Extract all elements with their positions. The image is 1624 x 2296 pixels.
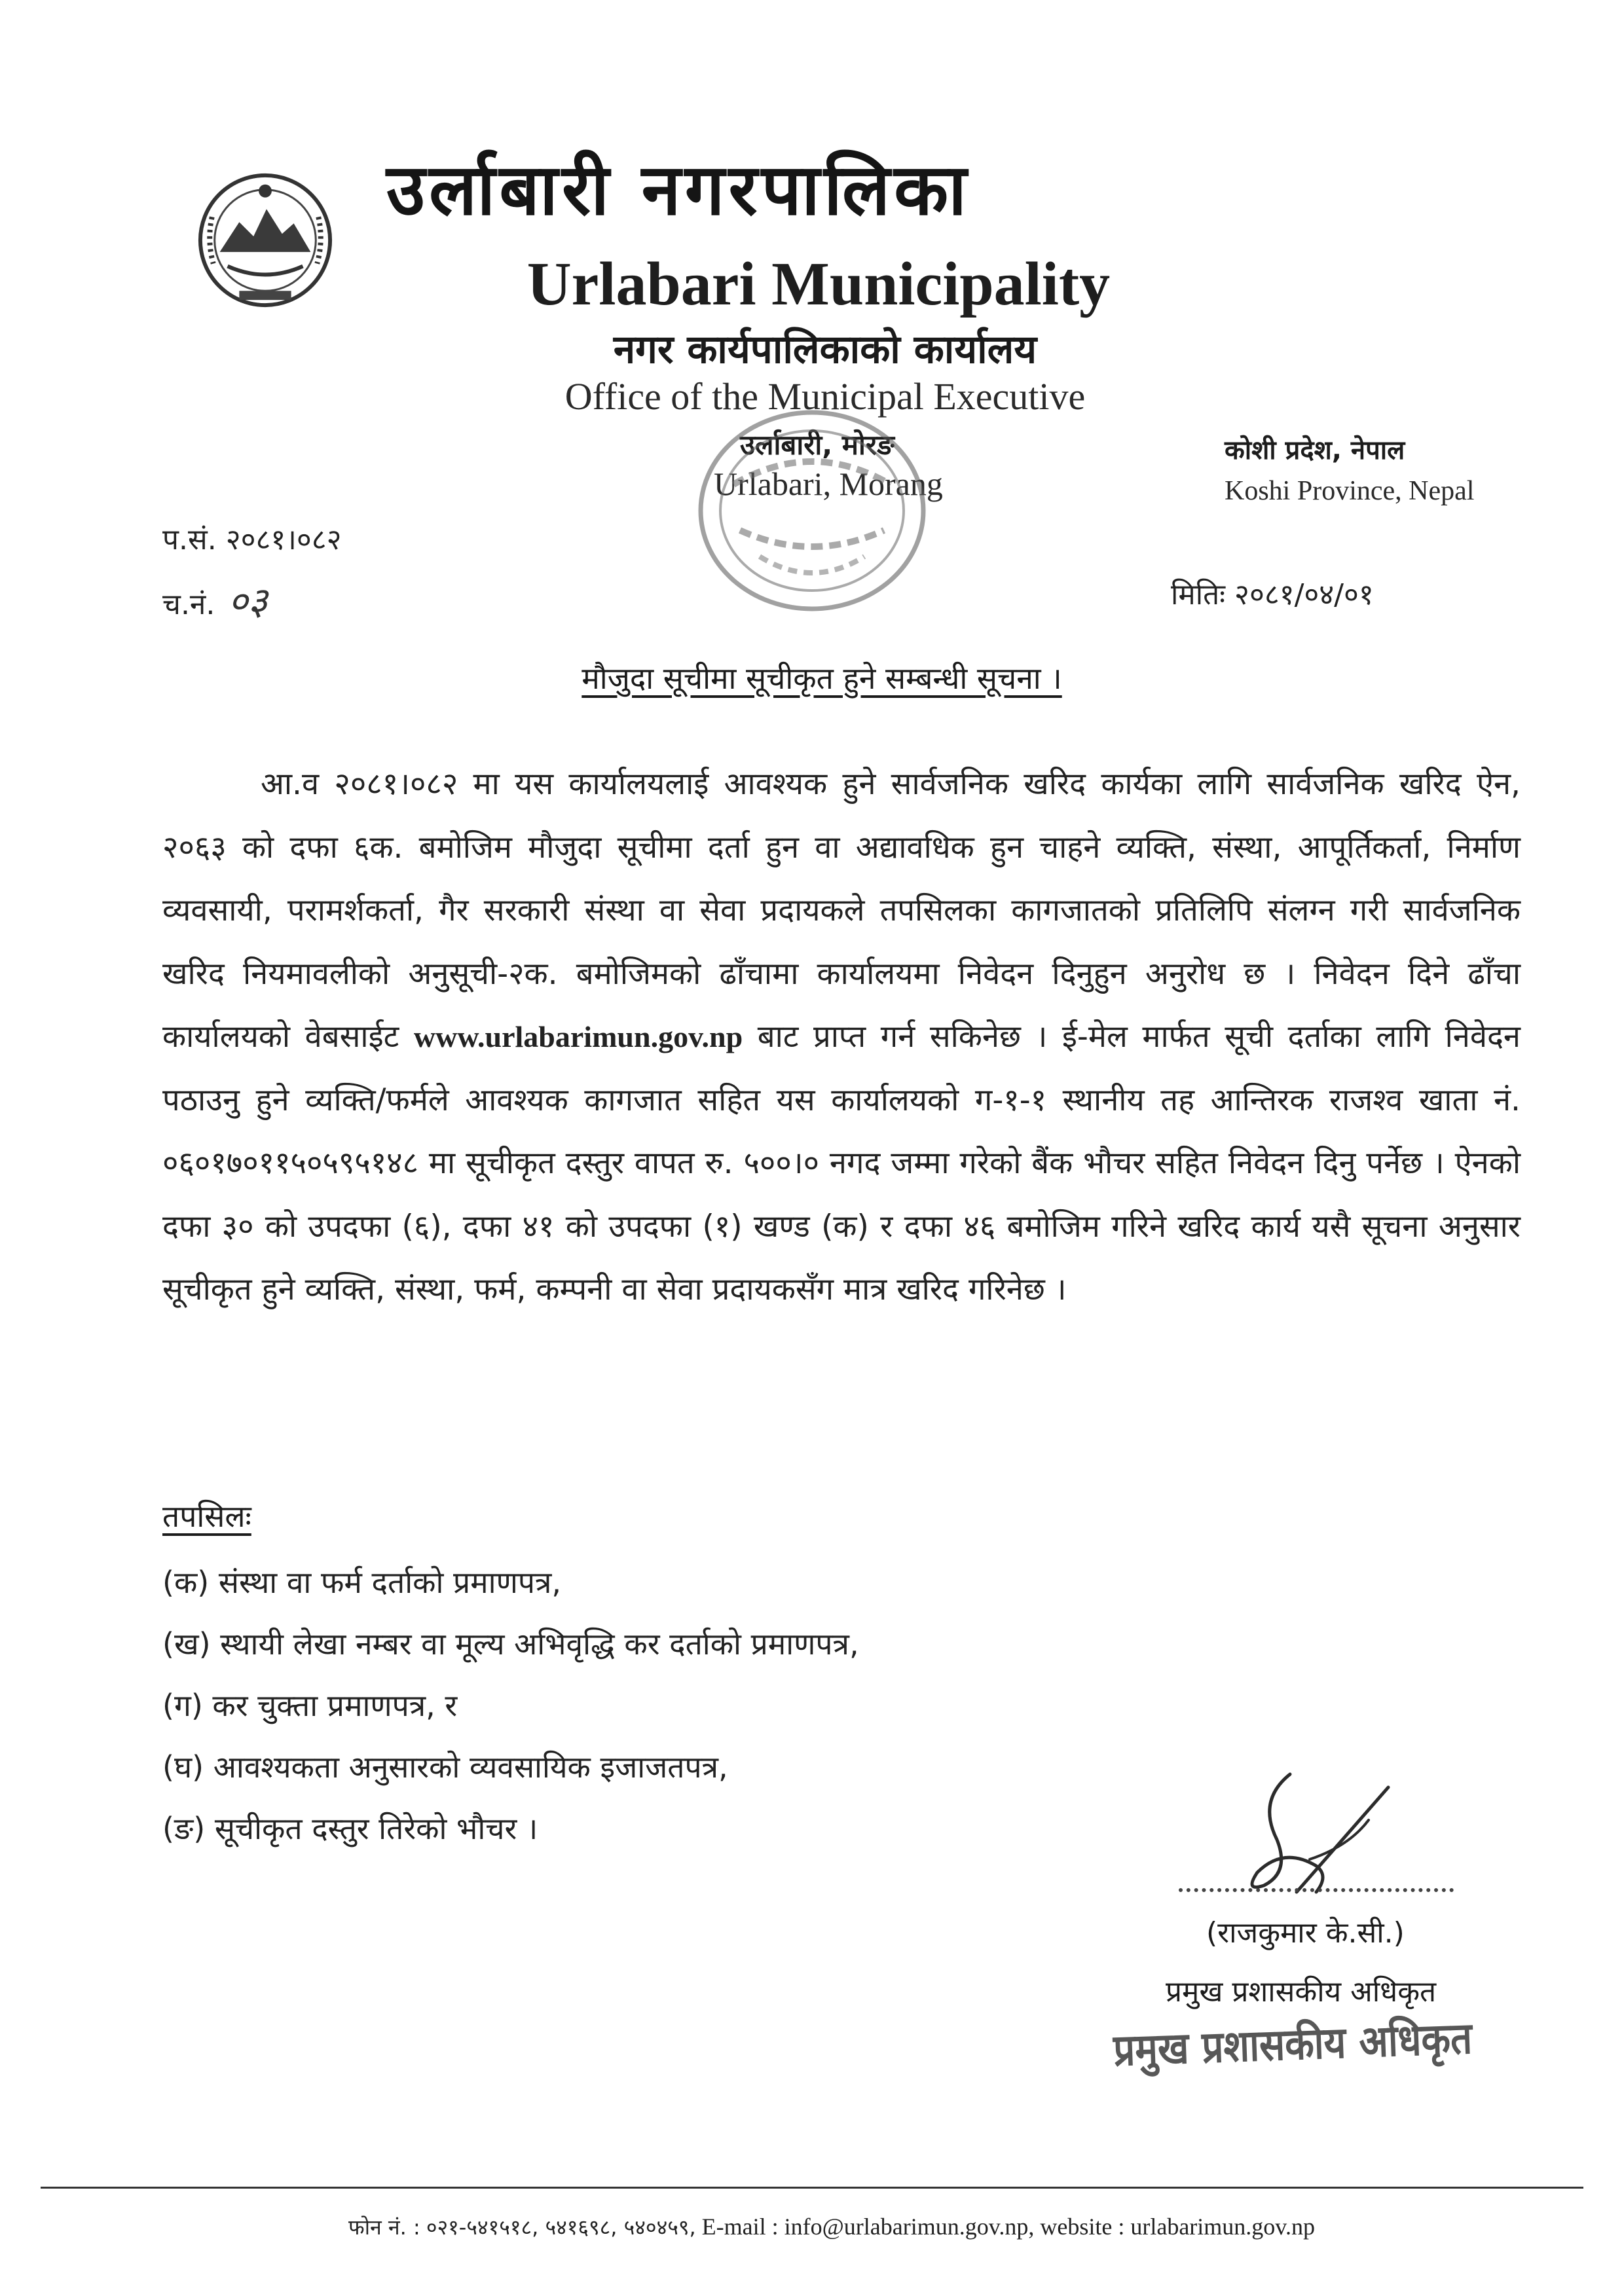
body-text-part-2: बाट प्राप्त गर्न सकिनेछ । ई-मेल मार्फत सूची दर्ताका लागि निवेदन पठाउनु हुने व्यक्ति/फर्मले आवश्यक कागजात सहित यस कार्यालयको ग-१-१ स्थानीय तह आन्तिरक राजश्व खाता नं. ०६०१७०११५०५९५१४८ मा सूचीकृत दस्तुर वापत रु. ५००।० नगद जम्मा गरेको बैंक भौचर सहित निवेदन दिनु पर्नेछ । ऐनको दफा ३० को उपदफा (६), दफा ४१ को उपदफा (१) खण्ड (क) र दफा ४६ बमोजिम गरिने खरिद कार्य यसै सूचना अनुसार सूचीकृत हुने व्यक्ति, संस्था, फर्म, कम्पनी वा सेवा प्रदायकसँग मात्र खरिद गरिनेछ । bbox=[162, 1019, 1521, 1307]
municipality-title-nepali: उर्लाबारी नगरपालिका bbox=[386, 149, 971, 231]
chalani-handwritten-number: ०३ bbox=[228, 579, 268, 623]
phone-numbers: ०२१-५४१५१८, ५४१६९८, ५४०४५९, bbox=[426, 2215, 696, 2240]
signature-line bbox=[1179, 1888, 1454, 1892]
notice-body bbox=[162, 753, 1521, 1322]
handwritten-signature-icon bbox=[1218, 1761, 1414, 1931]
signatory-designation: प्रमुख प्रशासकीय अधिकृत bbox=[1166, 1975, 1437, 2009]
footer-divider bbox=[41, 2187, 1583, 2189]
website-address: website : urlabarimun.gov.np bbox=[1040, 2214, 1315, 2240]
designation-stamp: प्रमुख प्रशासकीय अधिकृत bbox=[1112, 2012, 1473, 2077]
chalani-number bbox=[162, 574, 268, 625]
list-item: (ग) कर चुक्ता प्रमाणपत्र, र bbox=[162, 1688, 458, 1723]
list-item: (क) संस्था वा फर्म दर्ताको प्रमाणपत्र, bbox=[162, 1565, 561, 1600]
list-item: (ङ) सूचीकृत दस्तुर तिरेको भौचर । bbox=[162, 1811, 538, 1846]
province-nepali: कोशी प्रदेश, नेपाल bbox=[1225, 435, 1405, 465]
round-office-seal-icon bbox=[681, 399, 943, 622]
email-address: E-mail : info@urlabarimun.gov.np, bbox=[701, 2214, 1035, 2240]
footer-contact bbox=[0, 2213, 1624, 2241]
list-item: (ख) स्थायी लेखा नम्बर वा मूल्य अभिवृद्धि कर दर्ताको प्रमाणपत्र, bbox=[162, 1626, 859, 1662]
patra-sankhya: प.सं. २०८१।०८२ bbox=[162, 523, 342, 556]
phone-label: फोन नं. : bbox=[348, 2215, 420, 2240]
document-date: मितिः २०८१/०४/०१ bbox=[1171, 578, 1374, 611]
notice-subject: मौजुदा सूचीमा सूचीकृत हुने सम्बन्धी सूचना । bbox=[581, 661, 1062, 696]
signatory-name: (राजकुमार के.सी.) bbox=[1206, 1916, 1405, 1950]
location-english: Urlabari, Morang bbox=[714, 465, 943, 502]
list-item: (घ) आवश्यकता अनुसारको व्यवसायिक इजाजतपत्र, bbox=[162, 1749, 728, 1785]
location-nepali: उर्लाबारी, मोरङ bbox=[740, 429, 895, 461]
municipality-title-english: Urlabari Municipality bbox=[526, 250, 1111, 318]
tapsil-heading: तपसिलः bbox=[162, 1499, 251, 1534]
website-url: www.urlabarimun.gov.np bbox=[413, 1020, 743, 1053]
office-title-english: Office of the Municipal Executive bbox=[564, 375, 1086, 418]
tapsil-list bbox=[162, 1552, 1145, 1859]
body-text-part-1: आ.व २०८१।०८२ मा यस कार्यालयलाई आवश्यक हुने सार्वजनिक खरिद कार्यका लागि सार्वजनिक खरिद ऐन, २०६३ को दफा ६क. बमोजिम मौजुदा सूचीमा दर्ता हुन वा अद्यावधिक हुन चाहने व्यक्ति, संस्था, आपूर्तिकर्ता, निर्माण व्यवसायी, परामर्शकर्ता, गैर सरकारी संस्था वा सेवा प्रदायकले तपसिलका कागजातको प्रतिलिपि संलग्न गरी सार्वजनिक खरिद नियमावलीको अनुसूची-२क. बमोजिमको ढाँचामा कार्यालयमा निवेदन दिनुहुन अनुरोध छ । निवेदन दिने ढाँचा कार्यालयको वेबसाईट bbox=[162, 766, 1521, 1055]
province-english: Koshi Province, Nepal bbox=[1225, 476, 1475, 506]
office-title-nepali: नगर कार्यपालिकाको कार्यालय bbox=[613, 327, 1037, 373]
chalani-label: च.नं. bbox=[162, 588, 215, 621]
